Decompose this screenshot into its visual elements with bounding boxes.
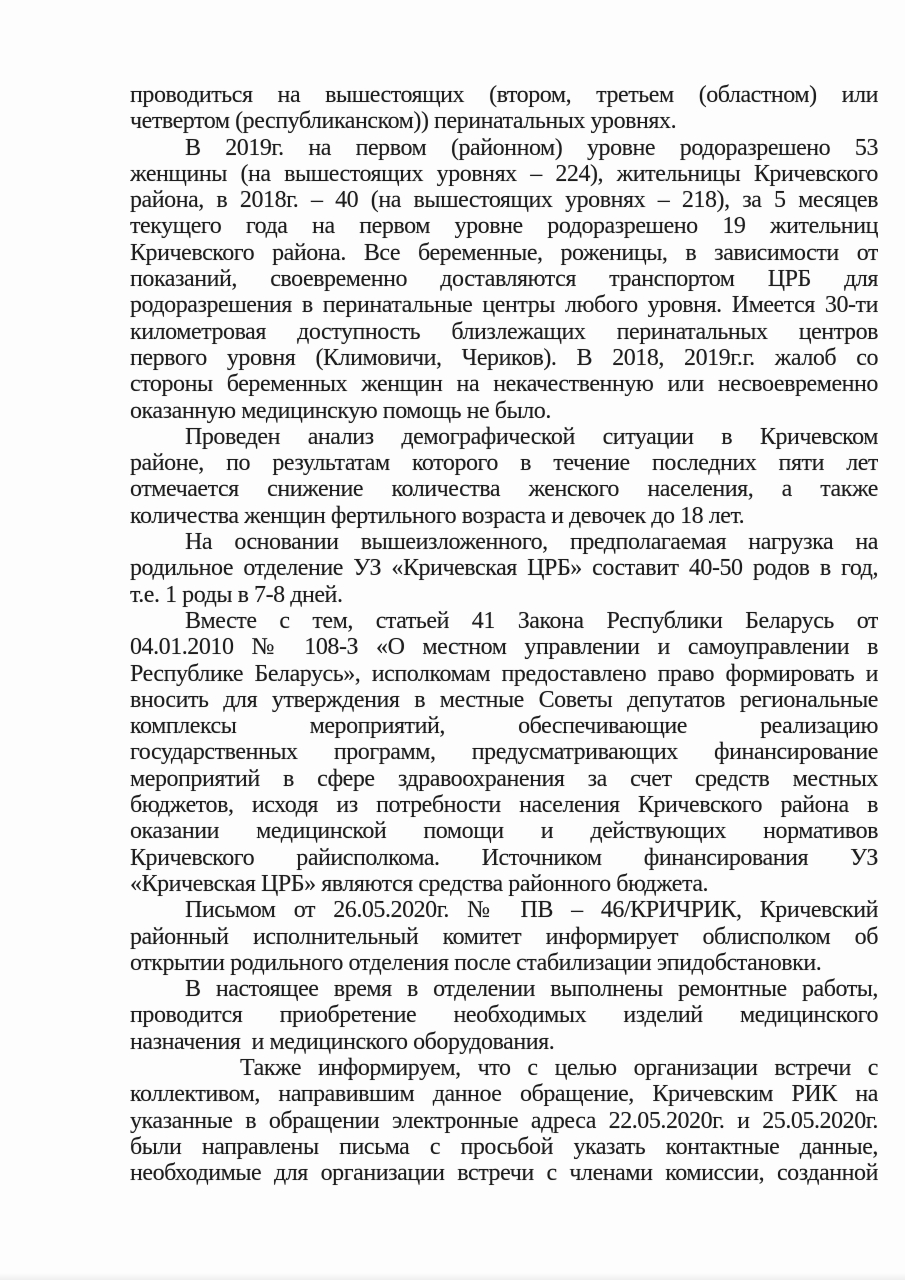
paragraph [130, 529, 878, 608]
text-line: текущего года на первом уровне родоразрешено 19 жительниц [130, 213, 878, 240]
text-line: назначения и медицинского оборудования. [130, 1028, 555, 1055]
text-line: Вместе с тем, статьей 41 Закона Республики Беларусь от [185, 607, 878, 634]
text-line: Республике Беларусь», исполкомам предоставлено право формировать и [130, 660, 878, 687]
text-line: В настоящее время в отделении выполнены ремонтные работы, [185, 976, 878, 1003]
paragraph [130, 1055, 878, 1186]
text-line: проводиться на вышестоящих (втором, третьем (областном) или [130, 82, 878, 108]
text-line: мероприятий в сфере здравоохранения за счет средств местных [130, 765, 878, 792]
text-line: были направлены письма с просьбой указать контактные данные, [130, 1133, 878, 1160]
text-line: родильное отделение УЗ «Кричевская ЦРБ» составит 40-50 родов в год, [130, 555, 878, 582]
text-line: На основании вышеизложенного, предполагаемая нагрузка на [185, 529, 878, 556]
paragraph [130, 82, 878, 135]
text-line: оказанную медицинскую помощь не было. [130, 397, 551, 424]
text-line: показаний, своевременно доставляются транспортом ЦРБ для [130, 266, 878, 293]
text-line: отмечается снижение количества женского населения, а также [130, 476, 878, 503]
text-line: необходимые для организации встречи с членами комиссии, созданной [130, 1160, 878, 1187]
paragraph [130, 608, 878, 897]
text-line: районе, по результатам которого в течение последних пяти лет [130, 450, 878, 477]
text-line: бюджетов, исходя из потребности населения Кричевского района в [130, 792, 878, 819]
text-line: километровая доступность близлежащих перинатальных центров [130, 318, 878, 345]
paragraph [130, 976, 878, 1055]
text-line: коллективом, направившим данное обращение, Кричевским РИК на [130, 1081, 878, 1108]
text-line: В 2019г. на первом (районном) уровне родоразрешено 53 [185, 134, 878, 161]
text-line: проводится приобретение необходимых изделий медицинского [130, 1002, 878, 1029]
text-line: указанные в обращении электронные адреса 22.05.2020г. и 25.05.2020г. [130, 1107, 878, 1134]
paragraph [130, 897, 878, 976]
text-line: т.е. 1 роды в 7-8 дней. [130, 581, 343, 608]
text-line: районный исполнительный комитет информирует облисполком об [130, 923, 878, 950]
text-line: Также информируем, что с целью организации встречи с [240, 1054, 878, 1081]
text-line: «Кричевская ЦРБ» являются средства районного бюджета. [130, 870, 709, 897]
text-line: количества женщин фертильного возраста и девочек до 18 лет. [130, 502, 745, 529]
text-line: государственных программ, предусматривающих финансирование [130, 739, 878, 766]
text-line: вносить для утверждения в местные Советы депутатов региональные [130, 686, 878, 713]
text-line: женщины (на вышестоящих уровнях – 224), жительницы Кричевского [130, 160, 878, 187]
text-line: Проведен анализ демографической ситуации в Кричевском [185, 423, 878, 450]
text-line: первого уровня (Климовичи, Чериков). В 2018, 2019г.г. жалоб со [130, 344, 878, 371]
text-line: четвертом (республиканском)) перинатальных уровнях. [130, 108, 677, 135]
text-line: оказании медицинской помощи и действующих нормативов [130, 818, 878, 845]
paragraph [130, 135, 878, 424]
document-body [130, 82, 878, 1186]
paragraph [130, 424, 878, 529]
text-line: стороны беременных женщин на некачественную или несвоевременно [130, 371, 878, 398]
scan-edge-smudge [0, 1273, 905, 1280]
text-line: 04.01.2010 № 108-З «О местном управлении и самоуправлении в [130, 634, 878, 661]
text-line: района, в 2018г. – 40 (на вышестоящих уровнях – 218), за 5 месяцев [130, 187, 878, 214]
text-line: Кричевского района. Все беременные, роженицы, в зависимости от [130, 239, 878, 266]
text-line: комплексы мероприятий, обеспечивающие реализацию [130, 713, 878, 740]
text-line: родоразрешения в перинатальные центры любого уровня. Имеется 30-ти [130, 292, 878, 319]
text-line: Кричевского райисполкома. Источником финансирования УЗ [130, 844, 878, 871]
text-line: Письмом от 26.05.2020г. № ПВ – 46/КРИЧРИК, Кричевский [185, 897, 878, 924]
text-line: открытии родильного отделения после стабилизации эпидобстановки. [130, 949, 822, 976]
